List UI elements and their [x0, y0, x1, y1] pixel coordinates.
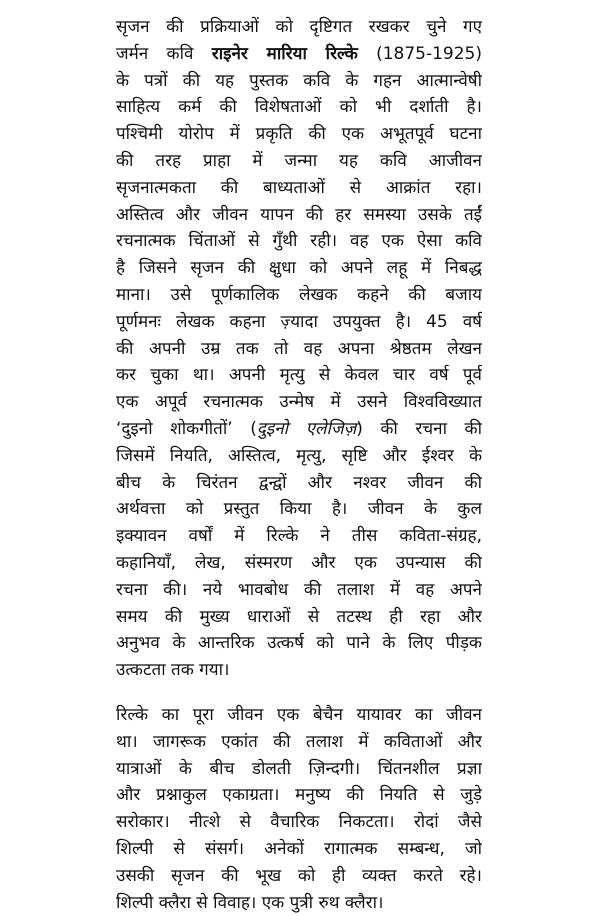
text-line: सरोकार। नीत्शे से वैचारिक निकटता। रोदां जैसे: [116, 809, 482, 836]
text-line: सृजन की प्रक्रियाओं को दृष्टिगत रखकर चुने गए: [116, 14, 482, 41]
text-line: उसकी सृजन की भूख को ही व्यक्त करते रहे।: [116, 863, 482, 890]
text-line: अनुभव के आन्तरिक उत्कर्ष को पाने के लिए पीड़क: [116, 630, 482, 657]
text-line: पूर्णमनः लेखक कहना ज़्यादा उपयुक्त है। 45 वर्ष: [116, 309, 482, 336]
text-line: जर्मन कवि राइनेर मारिया रिल्के (1875-1925): [116, 41, 482, 68]
text-line: है जिसने सृजन की क्षुधा को अपने लहू में निबद्ध: [116, 255, 482, 282]
text-line: की अपनी उम्र तक तो वह अपना श्रेष्ठतम लेखन: [116, 336, 482, 363]
text-line: पश्चिमी योरोप में प्रकृति की एक अभूतपूर्व घटना: [116, 121, 482, 148]
text-line: इक्यावन वर्षों में रिल्के ने तीस कविता-संग्रह,: [116, 523, 482, 550]
text-line: कर चुका था। अपनी मृत्यु से केवल चार वर्ष पूर्व: [116, 362, 482, 389]
paragraph-2: [116, 702, 482, 916]
text-line: शिल्पी क्लैरा से विवाह। एक पुत्री रुथ क्लैरा।: [116, 890, 482, 916]
text-line: अस्तित्व और जीवन यापन की हर समस्या उसके तईं: [116, 202, 482, 229]
text-line: शिल्पी से संसर्ग। अनेकों रागात्मक सम्बन्ध, जो: [116, 836, 482, 863]
text-line: कहानियाँ, लेख, संस्मरण और एक उपन्यास की: [116, 550, 482, 577]
text-line: माना। उसे पूर्णकालिक लेखक कहने की बजाय: [116, 282, 482, 309]
paragraph-1: [116, 14, 482, 684]
text-line: के पत्रों की यह पुस्तक कवि के गहन आत्मान्वेषी: [116, 68, 482, 95]
text-line: रिल्के का पूरा जीवन एक बेचैन यायावर का जीवन: [116, 702, 482, 729]
text-line: एक अपूर्व रचनात्मक उन्मेष में उसने विश्वविख्यात: [116, 389, 482, 416]
poet-name: राइनेर मारिया रिल्के: [212, 44, 358, 64]
text-line: रचना की। नये भावबोध की तलाश में वह अपने: [116, 577, 482, 604]
text-line: अर्थवत्ता को प्रस्तुत किया है। जीवन के कुल: [116, 496, 482, 523]
text-line: यात्राओं के बीच डोलती ज़िन्दगी। चिंतनशील प्रज्ञा: [116, 756, 482, 783]
text-line: बीच के चिरंतन द्वन्द्वों और नश्वर जीवन की: [116, 470, 482, 497]
text-line: सृजनात्मकता की बाध्यताओं से आक्रांत रहा।: [116, 175, 482, 202]
text-line: ‘दुइनो शोकगीतों’ (दुइनो एलेजिज़) की रचना की: [116, 416, 482, 443]
text-line: समय की मुख्य धाराओं से तटस्थ ही रहा और: [116, 604, 482, 631]
text-line: था। जागरूक एकांत की तलाश में कविताओं और: [116, 729, 482, 756]
text-line: की तरह प्राहा में जन्मा यह कवि आजीवन: [116, 148, 482, 175]
text-line: उत्कटता तक गया।: [116, 657, 482, 684]
text-line: रचनात्मक चिंताओं से गुँथी रही। वह एक ऐसा कवि: [116, 228, 482, 255]
text-line: और प्रश्नाकुल एकाग्रता। मनुष्य की नियति से जुड़े: [116, 782, 482, 809]
italic-title: दुइनो एलेजिज़: [257, 419, 356, 439]
text-line: साहित्य कर्म की विशेषताओं को भी दर्शाती है।: [116, 94, 482, 121]
text-line: जिसमें नियति, अस्तित्व, मृत्यु, सृष्टि और ईश्वर के: [116, 443, 482, 470]
